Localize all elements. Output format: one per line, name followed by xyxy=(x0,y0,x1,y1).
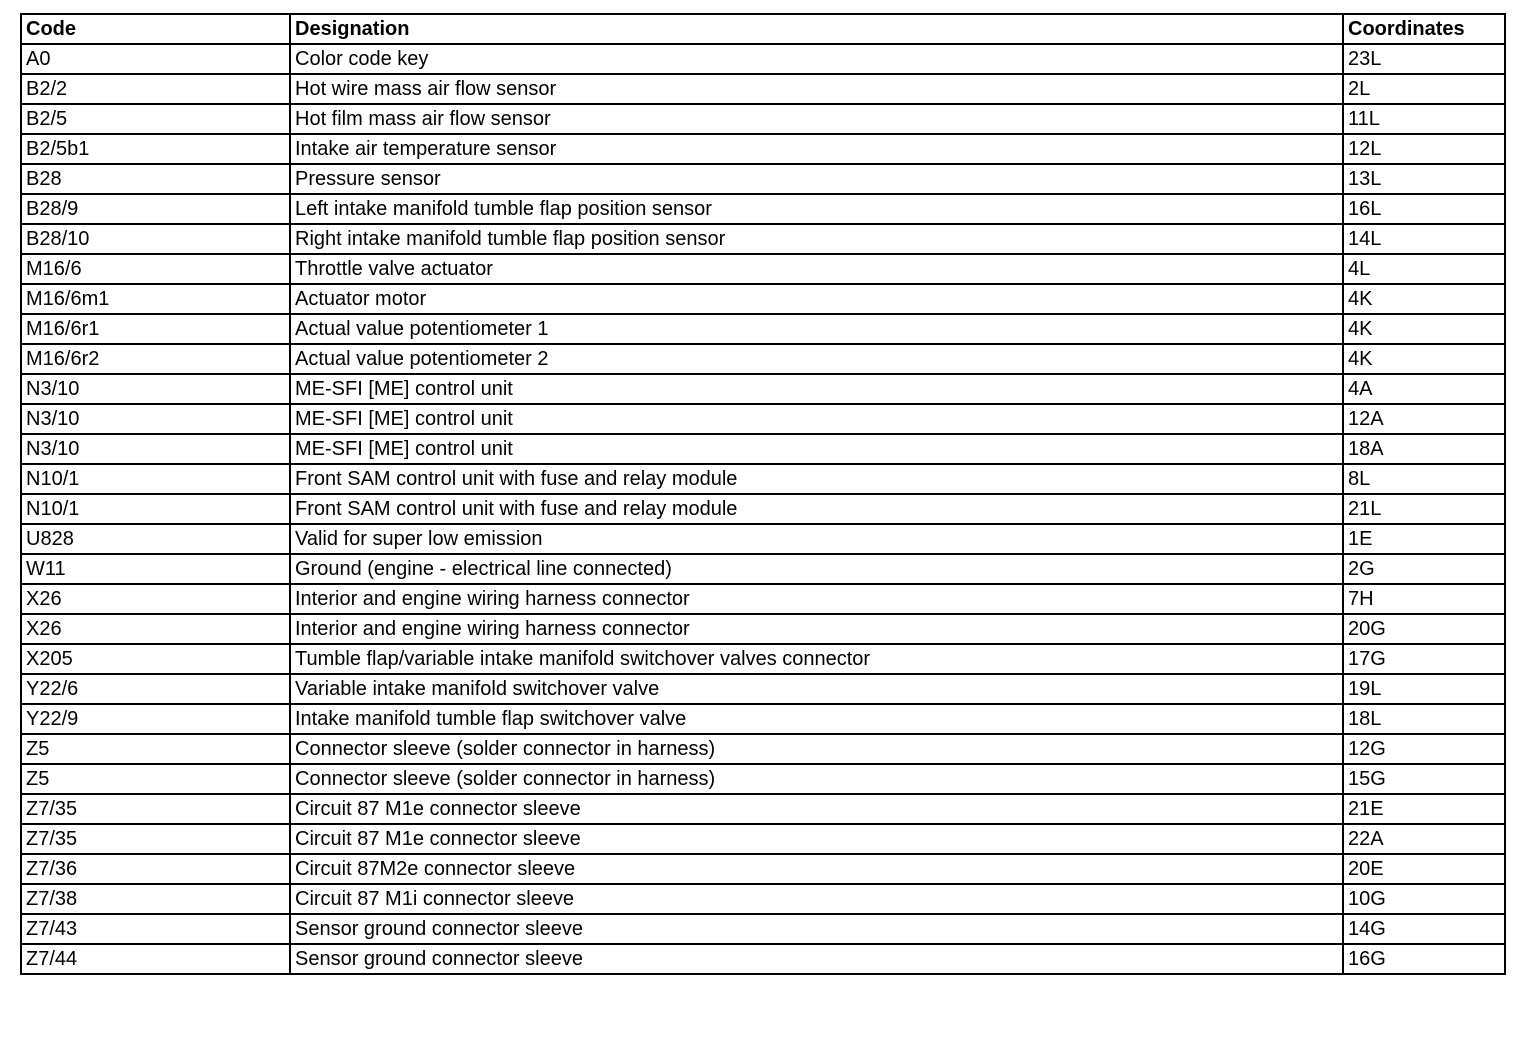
table-row xyxy=(21,494,1505,524)
cell-coordinates: 14L xyxy=(1343,224,1505,254)
table-row xyxy=(21,314,1505,344)
table-row xyxy=(21,194,1505,224)
cell-designation: Connector sleeve (solder connector in harness) xyxy=(290,734,1343,764)
cell-coordinates: 16G xyxy=(1343,944,1505,974)
cell-designation: Valid for super low emission xyxy=(290,524,1343,554)
table-row xyxy=(21,464,1505,494)
cell-code: B28/10 xyxy=(21,224,290,254)
table-row xyxy=(21,554,1505,584)
cell-code: Z5 xyxy=(21,764,290,794)
cell-designation: Color code key xyxy=(290,44,1343,74)
cell-code: N3/10 xyxy=(21,374,290,404)
cell-designation: Left intake manifold tumble flap position sensor xyxy=(290,194,1343,224)
cell-code: B28/9 xyxy=(21,194,290,224)
table-row xyxy=(21,404,1505,434)
cell-designation: Hot film mass air flow sensor xyxy=(290,104,1343,134)
cell-coordinates: 21E xyxy=(1343,794,1505,824)
cell-coordinates: 8L xyxy=(1343,464,1505,494)
cell-designation: Right intake manifold tumble flap position sensor xyxy=(290,224,1343,254)
cell-designation: Hot wire mass air flow sensor xyxy=(290,74,1343,104)
table-row xyxy=(21,674,1505,704)
table-row xyxy=(21,434,1505,464)
cell-designation: Circuit 87 M1e connector sleeve xyxy=(290,824,1343,854)
cell-coordinates: 19L xyxy=(1343,674,1505,704)
cell-designation: Circuit 87 M1i connector sleeve xyxy=(290,884,1343,914)
cell-code: Z7/44 xyxy=(21,944,290,974)
cell-coordinates: 4K xyxy=(1343,284,1505,314)
table-row xyxy=(21,284,1505,314)
cell-coordinates: 23L xyxy=(1343,44,1505,74)
cell-code: U828 xyxy=(21,524,290,554)
table-row xyxy=(21,854,1505,884)
header-designation: Designation xyxy=(290,14,1343,44)
cell-coordinates: 10G xyxy=(1343,884,1505,914)
table-row xyxy=(21,374,1505,404)
cell-code: Z7/38 xyxy=(21,884,290,914)
table-row xyxy=(21,164,1505,194)
table-row xyxy=(21,524,1505,554)
cell-designation: Actuator motor xyxy=(290,284,1343,314)
cell-designation: Circuit 87 M1e connector sleeve xyxy=(290,794,1343,824)
cell-designation: Intake manifold tumble flap switchover valve xyxy=(290,704,1343,734)
cell-code: Z7/43 xyxy=(21,914,290,944)
table-row xyxy=(21,584,1505,614)
cell-code: M16/6m1 xyxy=(21,284,290,314)
table-row xyxy=(21,44,1505,74)
cell-coordinates: 20E xyxy=(1343,854,1505,884)
cell-designation: Intake air temperature sensor xyxy=(290,134,1343,164)
cell-designation: Ground (engine - electrical line connected) xyxy=(290,554,1343,584)
table-row xyxy=(21,914,1505,944)
cell-designation: Actual value potentiometer 1 xyxy=(290,314,1343,344)
cell-designation: Front SAM control unit with fuse and relay module xyxy=(290,494,1343,524)
cell-coordinates: 15G xyxy=(1343,764,1505,794)
cell-code: X26 xyxy=(21,584,290,614)
cell-designation: Throttle valve actuator xyxy=(290,254,1343,284)
table-row xyxy=(21,134,1505,164)
cell-code: N3/10 xyxy=(21,434,290,464)
cell-code: Z7/35 xyxy=(21,824,290,854)
cell-designation: ME-SFI [ME] control unit xyxy=(290,374,1343,404)
cell-coordinates: 7H xyxy=(1343,584,1505,614)
table-row xyxy=(21,104,1505,134)
cell-code: N10/1 xyxy=(21,464,290,494)
cell-code: M16/6 xyxy=(21,254,290,284)
cell-coordinates: 20G xyxy=(1343,614,1505,644)
cell-coordinates: 18A xyxy=(1343,434,1505,464)
cell-coordinates: 12G xyxy=(1343,734,1505,764)
table-row xyxy=(21,704,1505,734)
cell-designation: Circuit 87M2e connector sleeve xyxy=(290,854,1343,884)
cell-designation: Interior and engine wiring harness connector xyxy=(290,584,1343,614)
cell-designation: ME-SFI [ME] control unit xyxy=(290,434,1343,464)
cell-coordinates: 16L xyxy=(1343,194,1505,224)
cell-coordinates: 4K xyxy=(1343,344,1505,374)
cell-designation: Actual value potentiometer 2 xyxy=(290,344,1343,374)
cell-code: Y22/6 xyxy=(21,674,290,704)
table-row xyxy=(21,614,1505,644)
cell-designation: Sensor ground connector sleeve xyxy=(290,944,1343,974)
cell-designation: Front SAM control unit with fuse and relay module xyxy=(290,464,1343,494)
table-row xyxy=(21,824,1505,854)
cell-code: B2/2 xyxy=(21,74,290,104)
table-row xyxy=(21,344,1505,374)
table-row xyxy=(21,764,1505,794)
cell-code: Y22/9 xyxy=(21,704,290,734)
cell-coordinates: 11L xyxy=(1343,104,1505,134)
cell-coordinates: 17G xyxy=(1343,644,1505,674)
table-row xyxy=(21,884,1505,914)
cell-coordinates: 13L xyxy=(1343,164,1505,194)
cell-coordinates: 2L xyxy=(1343,74,1505,104)
header-code: Code xyxy=(21,14,290,44)
table-row xyxy=(21,254,1505,284)
cell-code: Z7/36 xyxy=(21,854,290,884)
cell-code: X26 xyxy=(21,614,290,644)
cell-code: Z7/35 xyxy=(21,794,290,824)
component-legend-table xyxy=(20,13,1506,975)
cell-coordinates: 4L xyxy=(1343,254,1505,284)
cell-code: B2/5 xyxy=(21,104,290,134)
cell-code: B28 xyxy=(21,164,290,194)
cell-code: M16/6r2 xyxy=(21,344,290,374)
table-row xyxy=(21,224,1505,254)
cell-code: A0 xyxy=(21,44,290,74)
table-row xyxy=(21,794,1505,824)
header-coordinates: Coordinates xyxy=(1343,14,1505,44)
table-row xyxy=(21,644,1505,674)
cell-coordinates: 22A xyxy=(1343,824,1505,854)
cell-code: W11 xyxy=(21,554,290,584)
cell-designation: ME-SFI [ME] control unit xyxy=(290,404,1343,434)
header-row xyxy=(21,14,1505,44)
cell-coordinates: 12A xyxy=(1343,404,1505,434)
cell-code: N10/1 xyxy=(21,494,290,524)
cell-coordinates: 4K xyxy=(1343,314,1505,344)
table-row xyxy=(21,944,1505,974)
cell-designation: Sensor ground connector sleeve xyxy=(290,914,1343,944)
cell-coordinates: 1E xyxy=(1343,524,1505,554)
cell-coordinates: 2G xyxy=(1343,554,1505,584)
cell-coordinates: 14G xyxy=(1343,914,1505,944)
cell-designation: Tumble flap/variable intake manifold switchover valves connector xyxy=(290,644,1343,674)
cell-designation: Connector sleeve (solder connector in harness) xyxy=(290,764,1343,794)
cell-code: Z5 xyxy=(21,734,290,764)
cell-designation: Pressure sensor xyxy=(290,164,1343,194)
cell-code: X205 xyxy=(21,644,290,674)
cell-designation: Variable intake manifold switchover valve xyxy=(290,674,1343,704)
table-row xyxy=(21,734,1505,764)
cell-code: N3/10 xyxy=(21,404,290,434)
cell-code: B2/5b1 xyxy=(21,134,290,164)
table-header xyxy=(21,14,1505,44)
cell-code: M16/6r1 xyxy=(21,314,290,344)
cell-coordinates: 21L xyxy=(1343,494,1505,524)
table-body xyxy=(21,44,1505,974)
cell-coordinates: 4A xyxy=(1343,374,1505,404)
cell-coordinates: 12L xyxy=(1343,134,1505,164)
cell-coordinates: 18L xyxy=(1343,704,1505,734)
cell-designation: Interior and engine wiring harness connector xyxy=(290,614,1343,644)
table-row xyxy=(21,74,1505,104)
